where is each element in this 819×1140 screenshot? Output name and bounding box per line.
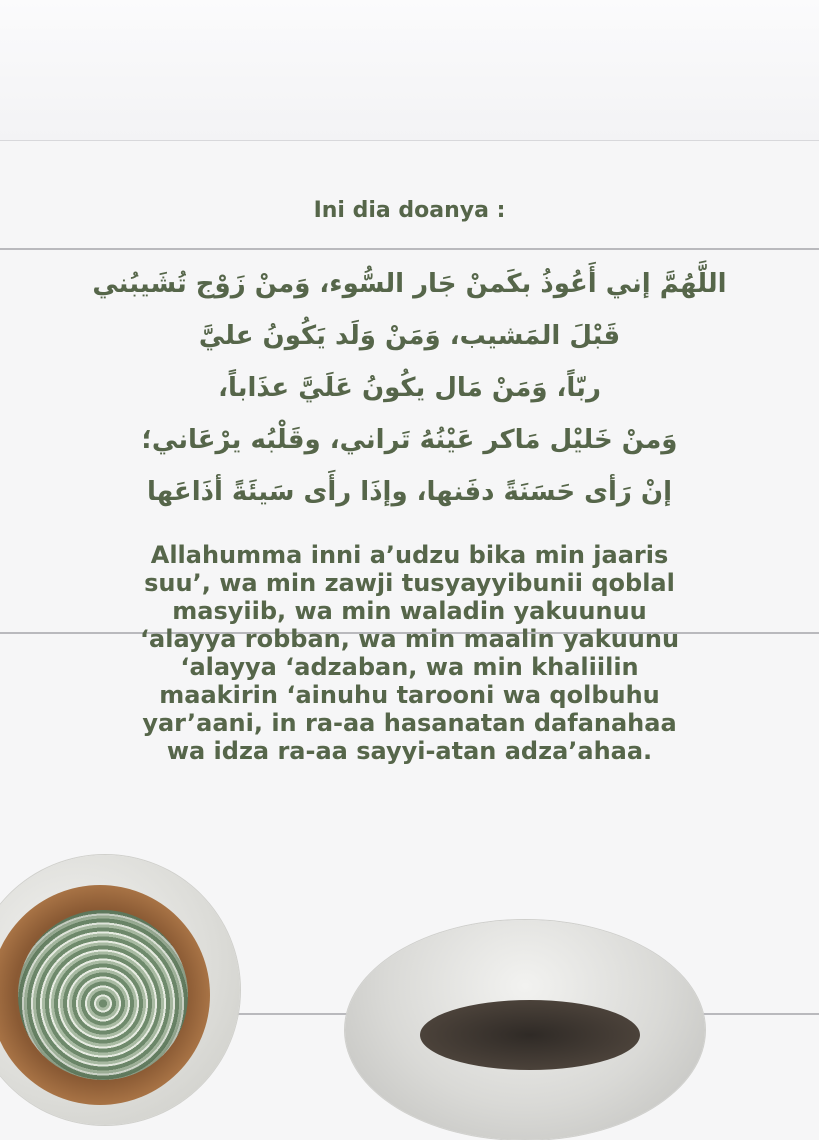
board-seam [0, 140, 819, 141]
arabic-line: وَمنْ خَليْل مَاكر عَيْنُهُ تَراني، وقَلْبُه يرْعَاني؛ [141, 425, 678, 455]
latin-line: ‘alayya ‘adzaban, wa min khaliilin [180, 653, 639, 681]
latin-line: wa idza ra-aa sayyi-atan adza’ahaa. [166, 737, 653, 765]
latin-line: ‘alayya robban, wa min maalin yakuunu [139, 625, 680, 653]
pot-opening-image [420, 1000, 640, 1070]
latin-line: yar’aani, in ra-aa hasanatan dafanahaa [142, 709, 677, 737]
arabic-line: ربّاً، وَمَنْ مَال يكُونُ عَلَيَّ عذَاباً، [218, 373, 601, 403]
board-seam [0, 248, 819, 250]
prayer-heading: Ini dia doanya : [313, 198, 506, 223]
board-plank-1 [0, 0, 819, 140]
latin-line: masyiib, wa min waladin yakuunuu [172, 597, 647, 625]
latin-line: suu’, wa min zawji tusyayyibunii qoblal [144, 569, 675, 597]
arabic-prayer-text [80, 258, 739, 518]
arabic-line: اللَّهُمَّ إني أَعُوذُ بكَمنْ جَار السُّوء، وَمنْ زَوْج تُشَيبُني [92, 269, 727, 299]
arabic-line: قَبْلَ المَشيب، وَمَنْ وَلَد يَكُونُ عليَّ [198, 321, 621, 351]
latin-transliteration [60, 541, 759, 765]
arabic-line: إنْ رَأى حَسَنَةً دفَنها، وإذَا رأَى سَيئَةً أذَاعَها [147, 477, 672, 507]
latin-line: maakirin ‘ainuhu tarooni wa qolbuhu [159, 681, 660, 709]
latin-line: Allahumma inni a’udzu bika min jaaris [150, 541, 669, 569]
cactus-image [18, 910, 188, 1080]
